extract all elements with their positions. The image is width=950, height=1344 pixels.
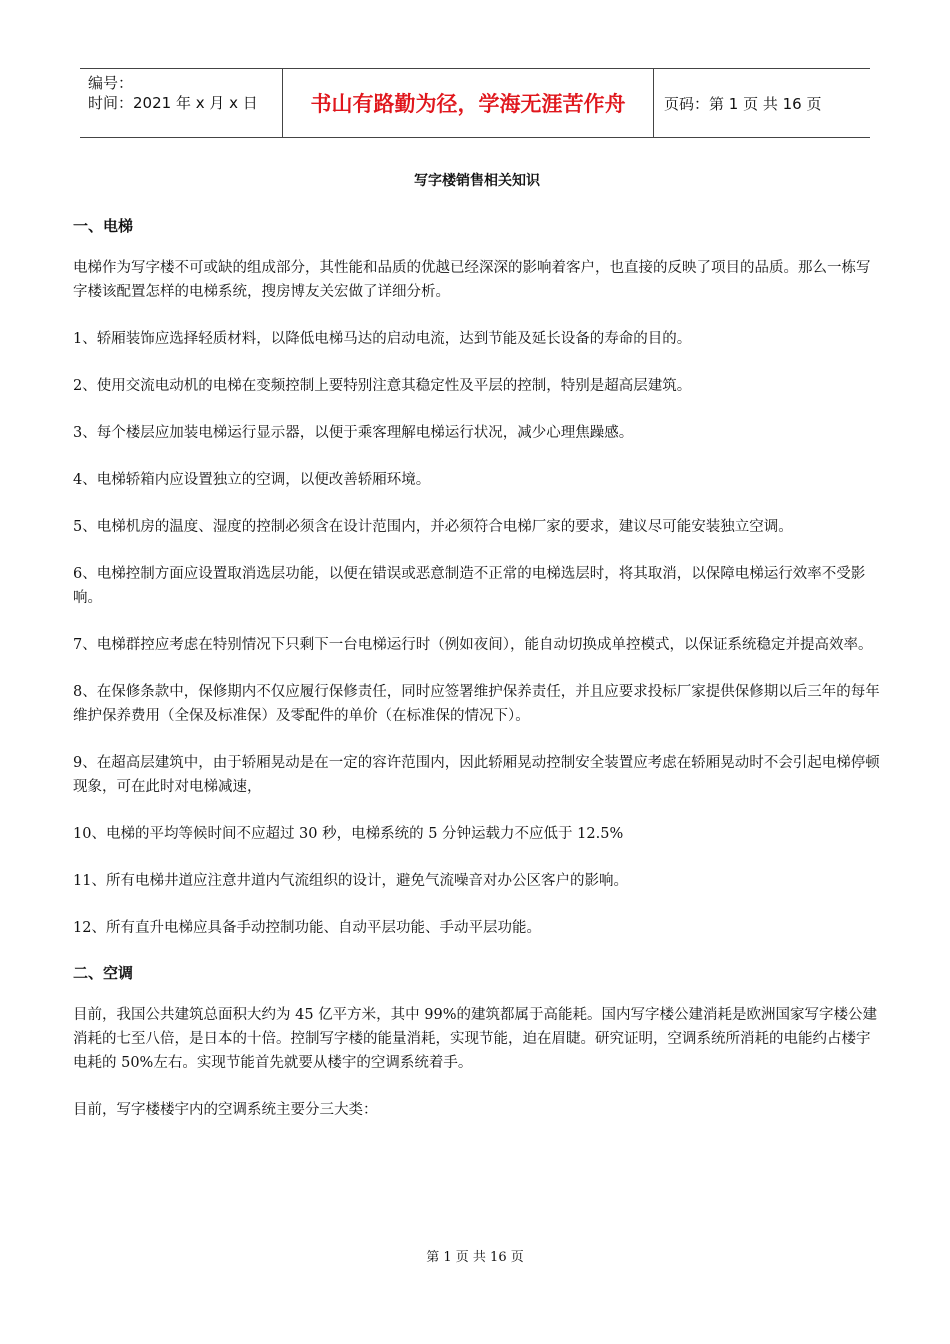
document-body bbox=[73, 170, 881, 1145]
paragraph: 5、电梯机房的温度、湿度的控制必须含在设计范围内，并必须符合电梯厂家的要求，建议尽可能安装独立空调。 bbox=[73, 519, 793, 535]
document-title: 写字楼销售相关知识 bbox=[414, 173, 540, 189]
header-page-number: 页码：第 1 页 共 16 页 bbox=[664, 94, 822, 113]
paragraph: 10、电梯的平均等候时间不应超过 30 秒，电梯系统的 5 分钟运载力不应低于 12.5% bbox=[73, 826, 624, 842]
paragraph: 8、在保修条款中，保修期内不仅应履行保修责任，同时应签署维护保养责任，并且应要求投标厂家提供保修期以后三年的每年维护保养费用（全保及标准保）及零配件的单价（在标准保的情况下）。 bbox=[73, 684, 880, 724]
header-motto-cell bbox=[282, 69, 654, 137]
header-meta bbox=[80, 69, 282, 137]
paragraph: 7、电梯群控应考虑在特别情况下只剩下一台电梯运行时（例如夜间），能自动切换成单控模式，以保证系统稳定并提高效率。 bbox=[73, 637, 873, 653]
paragraph: 9、在超高层建筑中，由于轿厢晃动是在一定的容许范围内，因此轿厢晃动控制安全装置应考虑在轿厢晃动时不会引起电梯停顿现象，可在此时对电梯减速， bbox=[73, 755, 880, 795]
paragraph: 6、电梯控制方面应设置取消选层功能，以便在错误或恶意制造不正常的电梯选层时，将其取消，以保障电梯运行效率不受影响。 bbox=[73, 566, 866, 606]
paragraph: 11、所有电梯井道应注意井道内气流组织的设计，避免气流噪音对办公区客户的影响。 bbox=[73, 873, 628, 889]
paragraph: 2、使用交流电动机的电梯在变频控制上要特别注意其稳定性及平层的控制，特别是超高层建筑。 bbox=[73, 378, 692, 394]
paragraph: 1、轿厢装饰应选择轻质材料，以降低电梯马达的启动电流，达到节能及延长设备的寿命的目的。 bbox=[73, 331, 692, 347]
header-page-cell bbox=[654, 69, 870, 137]
motto-text: 书山有路勤为径，学海无涯苦作舟 bbox=[310, 92, 626, 116]
section-heading-air-conditioning: 二、空调 bbox=[73, 964, 134, 982]
paragraph: 目前，我国公共建筑总面积大约为 45 亿平方米，其中 99%的建筑都属于高能耗。国内写字楼公建消耗是欧洲国家写字楼公建消耗的七至八倍，是日本的十倍。控制写字楼的能量消耗，实现节能，迫在眉睫。研究证明，空调系统所消耗的电能约占楼宇电耗的 50%左右。实现节能首先就要从楼宇的空调系统着手。 bbox=[73, 1007, 878, 1071]
paragraph: 目前，写字楼楼宇内的空调系统主要分三大类： bbox=[73, 1102, 378, 1118]
page-footer: 第 1 页 共 16 页 bbox=[426, 1250, 524, 1265]
paragraph: 电梯作为写字楼不可或缺的组成部分，其性能和品质的优越已经深深的影响着客户，也直接的反映了项目的品质。那么一栋写字楼该配置怎样的电梯系统，搜房博友关宏做了详细分析。 bbox=[73, 260, 871, 300]
section-heading-elevator: 一、电梯 bbox=[73, 217, 134, 235]
paragraph: 4、电梯轿箱内应设置独立的空调，以便改善轿厢环境。 bbox=[73, 472, 431, 488]
page-header bbox=[80, 68, 870, 138]
document-date: 时间：2021 年 x 月 x 日 bbox=[88, 94, 258, 112]
document-number-label: 编号： bbox=[88, 74, 134, 92]
paragraph: 3、每个楼层应加装电梯运行显示器，以便于乘客理解电梯运行状况，减少心理焦躁感。 bbox=[73, 425, 634, 441]
paragraph: 12、所有直升电梯应具备手动控制功能、自动平层功能、手动平层功能。 bbox=[73, 920, 541, 936]
